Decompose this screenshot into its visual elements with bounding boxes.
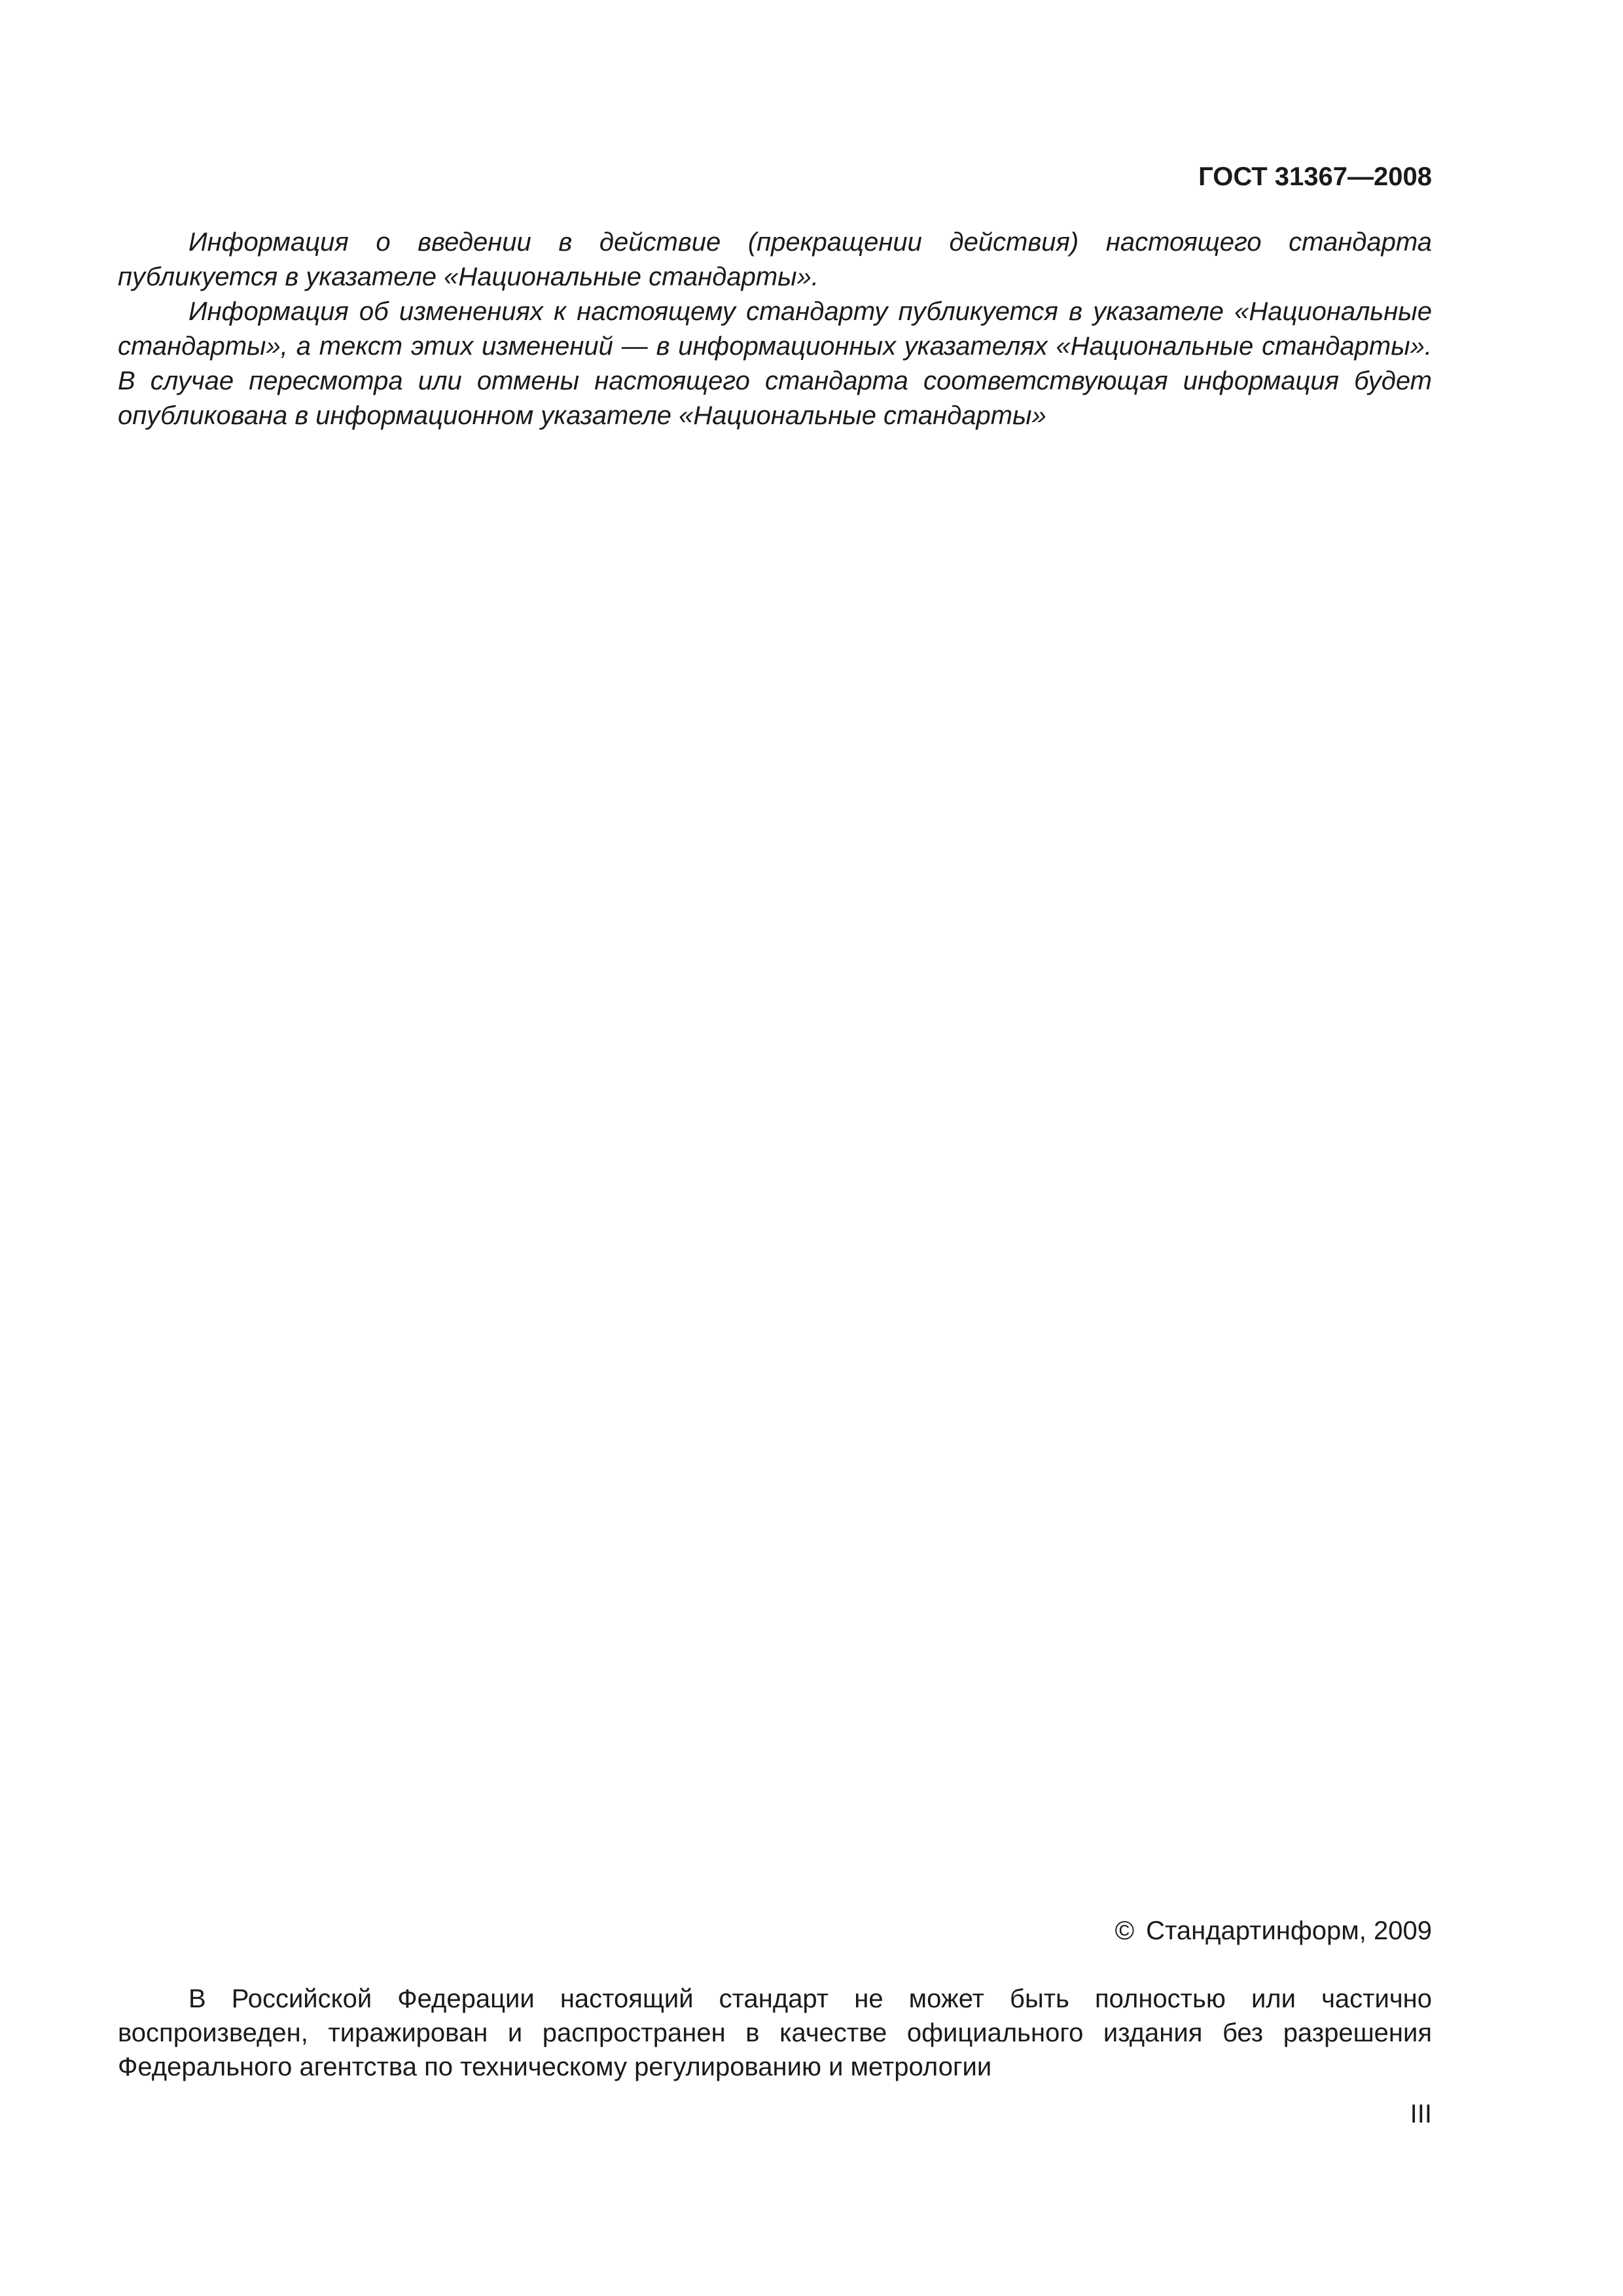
- publication-info-block: [118, 225, 1432, 433]
- info-paragraph-amendments: Информация об изменениях к настоящему стандарту публикуется в указателе «Национальные стандарты», а текст этих изменений — в информационных указателях «Национальные стандарты». В случае пересмотра или отмены настоящего стандарта соответствующая информация будет опубликована в информационном указателе «Национальные стандарты»: [118, 297, 1432, 430]
- standard-code-header: ГОСТ 31367—2008: [1198, 162, 1432, 191]
- page-number: III: [1410, 2100, 1432, 2128]
- copyright-icon: ©: [1115, 1916, 1135, 1945]
- info-paragraph-enactment: Информация о введении в действие (прекращении действия) настоящего стандарта публикуется в указателе «Национальные стандарты».: [118, 228, 1432, 291]
- copyright-line: [1115, 1914, 1432, 1948]
- reproduction-notice: В Российской Федерации настоящий стандарт не может быть полностью или частично воспроизведен, тиражирован и распространен в качестве официального издания без разрешения Федерального агентства по техническому регулированию и метрологии: [118, 1984, 1432, 2081]
- copyright-text: Стандартинформ, 2009: [1146, 1916, 1432, 1945]
